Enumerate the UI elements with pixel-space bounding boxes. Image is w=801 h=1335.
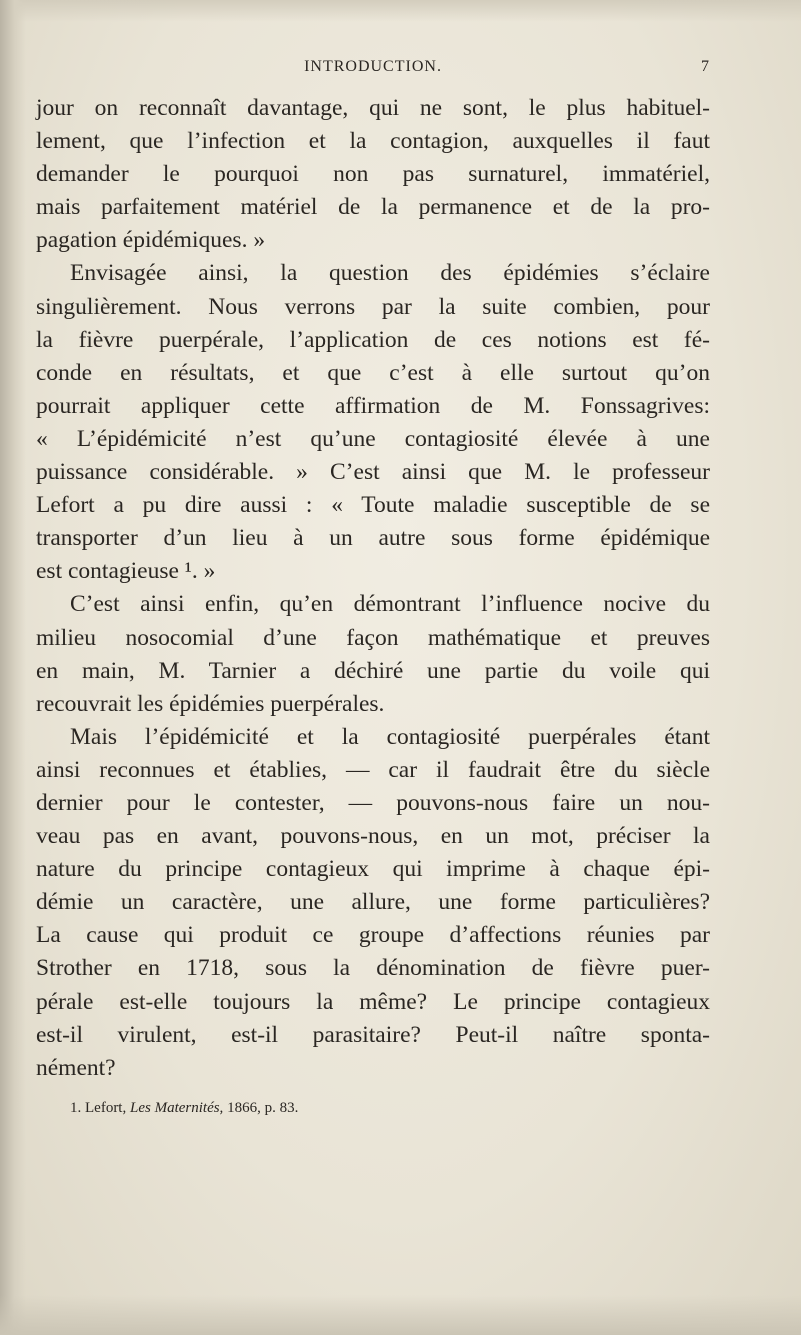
text-line: Envisagée ainsi, la question des épidémies s’éclaire: [70, 260, 710, 287]
text-line: est contagieuse ¹. »: [36, 558, 216, 585]
text-line: démie un caractère, une allure, une forme particulières?: [36, 889, 710, 916]
binding-shadow: [0, 0, 26, 1335]
text-line: nature du principe contagieux qui imprime à chaque épi-: [36, 856, 710, 883]
text-line: puissance considérable. » C’est ainsi que M. le professeur: [36, 459, 710, 486]
text-line: est-il virulent, est-il parasitaire? Peut-il naître sponta-: [36, 1021, 710, 1048]
text-line: Mais l’épidémicité et la contagiosité puerpérales étant: [70, 723, 710, 750]
text-line: singulièrement. Nous verrons par la suite combien, pour: [36, 293, 710, 320]
text-line: ainsi reconnues et établies, — car il faudrait être du siècle: [36, 756, 710, 783]
text-line: conde en résultats, et que c’est à elle surtout qu’on: [36, 359, 710, 386]
footnote-work: Les Maternités,: [129, 1099, 224, 1116]
running-head: [36, 58, 710, 82]
footnote: [36, 1097, 710, 1119]
text-line: transporter d’un lieu à un autre sous forme épidémique: [36, 525, 710, 552]
text-line: pérale est-elle toujours la même? Le principe contagieux: [36, 988, 710, 1015]
text-line: Lefort a pu dire aussi : « Toute maladie susceptible de se: [36, 492, 710, 519]
text-line: demander le pourquoi non pas surnaturel, immatériel,: [36, 161, 710, 188]
text-line: C’est ainsi enfin, qu’en démontrant l’influence nocive du: [70, 591, 710, 618]
text-line: jour on reconnaît davantage, qui ne sont, le plus habituel-: [36, 95, 710, 121]
body-text: [36, 92, 710, 1119]
footnote-details: 1866, p. 83.: [227, 1099, 299, 1116]
footnote-author: Lefort,: [85, 1099, 127, 1116]
text-line: pourrait appliquer cette affirmation de M. Fonssagrives:: [36, 392, 710, 419]
text-line: « L’épidémicité n’est qu’une contagiosité élevée à une: [36, 425, 710, 452]
text-line: veau pas en avant, pouvons-nous, en un mot, préciser la: [36, 823, 710, 850]
text-line: la fièvre puerpérale, l’application de ces notions est fé-: [36, 326, 710, 353]
page-number: 7: [701, 58, 710, 75]
text-line: La cause qui produit ce groupe d’affections réunies par: [36, 922, 710, 949]
text-line: milieu nosocomial d’une façon mathématique et preuves: [36, 624, 710, 651]
text-line: pagation épidémiques. »: [36, 227, 266, 254]
text-line: recouvrait les épidémies puerpérales.: [36, 690, 385, 717]
footnote-marker: 1.: [70, 1099, 82, 1116]
text-line: nément?: [36, 1054, 116, 1081]
text-line: lement, que l’infection et la contagion, auxquelles il faut: [36, 128, 710, 155]
footnote-spacer: [36, 1085, 710, 1097]
running-title: INTRODUCTION.: [304, 58, 442, 75]
text-line: mais parfaitement matériel de la permanence et de la pro-: [36, 194, 710, 221]
top-page-shadow: [0, 0, 801, 22]
bottom-page-shadow: [0, 1295, 801, 1335]
text-line: en main, M. Tarnier a déchiré une partie du voile qui: [36, 657, 710, 684]
text-line: dernier pour le contester, — pouvons-nous faire un nou-: [36, 789, 710, 816]
text-line: Strother en 1718, sous la dénomination de fièvre puer-: [36, 955, 710, 982]
